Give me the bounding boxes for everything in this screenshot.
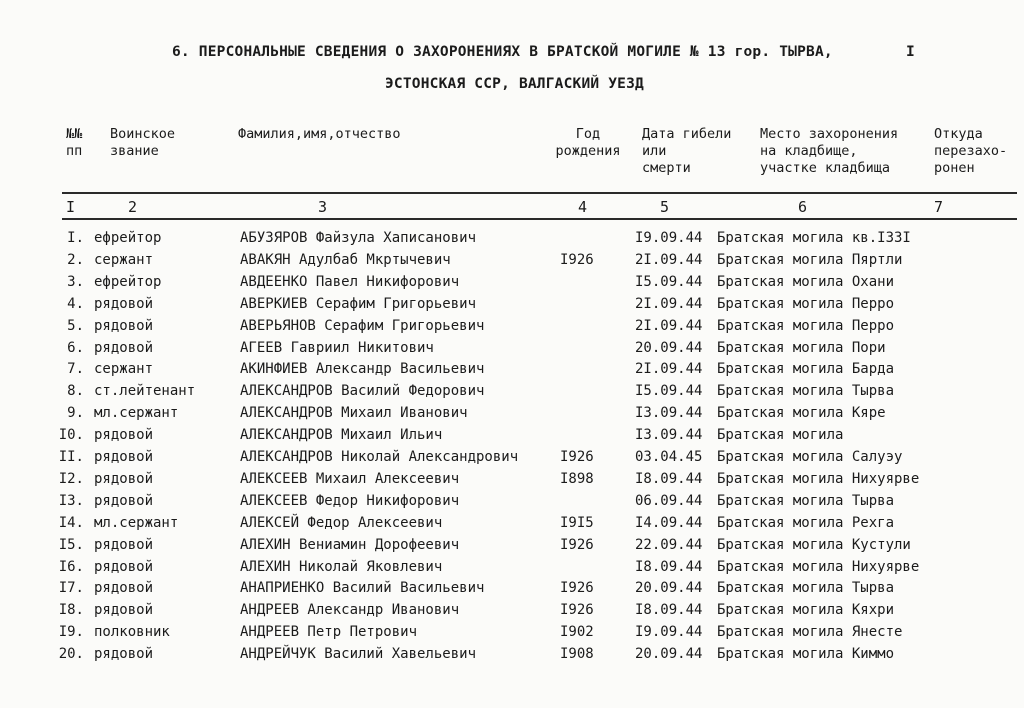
row-birth-year: I926 <box>560 251 594 268</box>
row-burial-place: Братская могила Кустули <box>717 536 911 553</box>
row-rank: рядовой <box>94 646 154 663</box>
row-rank: рядовой <box>94 295 154 312</box>
row-full-name: АВАКЯН Адулбаб Мкртычевич <box>240 251 451 268</box>
row-number: I6. <box>58 558 84 575</box>
row-rank: ст.лейтенант <box>94 383 196 400</box>
row-death-date: 2I.09.44 <box>635 317 703 334</box>
row-number: 5. <box>67 317 84 334</box>
row-burial-place: Братская могила Кяре <box>717 405 886 422</box>
row-birth-year: I898 <box>560 470 594 487</box>
row-rank: рядовой <box>94 317 154 334</box>
row-number: I9. <box>58 624 84 641</box>
row-death-date: I9.09.44 <box>635 230 703 246</box>
row-death-date: 03.04.45 <box>635 449 703 465</box>
row-rank: ефрейтор <box>94 273 162 290</box>
row-number: 20. <box>58 646 84 663</box>
col-header-number: №№ пп <box>66 126 83 159</box>
row-burial-place: Братская могила кв.I33I <box>717 230 911 246</box>
row-number: I2. <box>58 470 84 487</box>
row-birth-year: I926 <box>560 536 594 553</box>
row-death-date: I8.09.44 <box>635 558 703 575</box>
row-full-name: АЛЕХИН Николай Яковлевич <box>240 558 443 575</box>
row-full-name: АНДРЕЕВ Александр Иванович <box>240 602 460 619</box>
row-number: 6. <box>67 339 84 356</box>
row-number: I4. <box>58 514 84 531</box>
row-full-name: АВЕРКИЕВ Серафим Григорьевич <box>240 295 477 312</box>
row-full-name: АНДРЕЕВ Петр Петрович <box>240 624 418 641</box>
row-number: 3. <box>67 273 84 290</box>
row-number: 9. <box>67 405 84 422</box>
col-header-origin: Откуда перезахо- ронен <box>934 126 1008 176</box>
row-burial-place: Братская могила Пяртли <box>717 251 903 268</box>
row-burial-place: Братская могила Тырва <box>717 492 895 509</box>
header-rule-top <box>62 192 1017 194</box>
row-burial-place: Братская могила Янесте <box>717 624 903 641</box>
row-death-date: I3.09.44 <box>635 427 703 444</box>
row-rank: рядовой <box>94 536 154 553</box>
row-number: I0. <box>58 427 84 444</box>
col-number-7: 7 <box>934 198 944 216</box>
row-death-date: 20.09.44 <box>635 580 703 597</box>
row-rank: рядовой <box>94 470 154 487</box>
col-number-5: 5 <box>660 198 670 216</box>
col-header-date: Дата гибели или смерти <box>642 126 732 176</box>
row-number: I. <box>67 230 84 246</box>
row-rank: полковник <box>94 624 170 641</box>
row-full-name: АЛЕКСАНДРОВ Василий Федорович <box>240 383 485 400</box>
col-header-rank: Воинское звание <box>110 126 176 159</box>
row-number: I8. <box>58 602 84 619</box>
row-death-date: I4.09.44 <box>635 514 703 531</box>
row-burial-place: Братская могила Салуэу <box>717 449 903 465</box>
row-burial-place: Братская могила Рехга <box>717 514 895 531</box>
row-number: 4. <box>67 295 84 312</box>
row-full-name: АЛЕКСАНДРОВ Михаил Иванович <box>240 405 468 422</box>
row-rank: рядовой <box>94 602 154 619</box>
row-death-date: 20.09.44 <box>635 339 703 356</box>
row-burial-place: Братская могила Нихуярве <box>717 470 920 487</box>
row-death-date: I8.09.44 <box>635 602 703 619</box>
row-rank: сержант <box>94 361 154 378</box>
row-full-name: АВДЕЕНКО Павел Никифорович <box>240 273 460 290</box>
row-death-date: I5.09.44 <box>635 273 703 290</box>
row-full-name: АЛЕХИН Вениамин Дорофеевич <box>240 536 460 553</box>
row-rank: сержант <box>94 251 154 268</box>
row-full-name: АНАПРИЕНКО Василий Васильевич <box>240 580 485 597</box>
row-burial-place: Братская могила Пори <box>717 339 886 356</box>
row-burial-place: Братская могила Перро <box>717 295 895 312</box>
row-burial-place: Братская могила Нихуярве <box>717 558 920 575</box>
col-number-2: 2 <box>128 198 138 216</box>
row-rank: рядовой <box>94 339 154 356</box>
row-burial-place: Братская могила Перро <box>717 317 895 334</box>
row-death-date: 20.09.44 <box>635 646 703 663</box>
row-burial-place: Братская могила Тырва <box>717 580 895 597</box>
row-birth-year: I926 <box>560 580 594 597</box>
row-full-name: АЛЕКСАНДРОВ Николай Александрович <box>240 449 519 465</box>
row-full-name: АЛЕКСАНДРОВ Михаил Ильич <box>240 427 443 444</box>
col-number-3: 3 <box>318 198 328 216</box>
row-number: 7. <box>67 361 84 378</box>
row-number: II. <box>58 449 84 465</box>
row-burial-place: Братская могила Тырва <box>717 383 895 400</box>
row-birth-year: I908 <box>560 646 594 663</box>
row-full-name: АГЕЕВ Гавриил Никитович <box>240 339 434 356</box>
row-rank: рядовой <box>94 558 154 575</box>
document-subtitle: ЭСТОНСКАЯ ССР, ВАЛГАСКИЙ УЕЗД <box>385 76 644 92</box>
row-burial-place: Братская могила Кяхри <box>717 602 895 619</box>
row-number: 2. <box>67 251 84 268</box>
row-number: I5. <box>58 536 84 553</box>
row-rank: рядовой <box>94 449 154 465</box>
row-rank: рядовой <box>94 580 154 597</box>
row-number: 8. <box>67 383 84 400</box>
row-death-date: I3.09.44 <box>635 405 703 422</box>
row-death-date: 2I.09.44 <box>635 295 703 312</box>
col-number-1: I <box>66 198 76 216</box>
row-full-name: АНДРЕЙЧУК Василий Хавельевич <box>240 646 477 663</box>
row-number: I3. <box>58 492 84 509</box>
row-death-date: I9.09.44 <box>635 624 703 641</box>
row-rank: ефрейтор <box>94 230 162 246</box>
row-death-date: 2I.09.44 <box>635 251 703 268</box>
row-full-name: АКИНФИЕВ Александр Васильевич <box>240 361 485 378</box>
row-birth-year: I902 <box>560 624 594 641</box>
row-rank: мл.сержант <box>94 514 179 531</box>
row-death-date: 22.09.44 <box>635 536 703 553</box>
row-full-name: АБУЗЯРОВ Файзула Хаписанович <box>240 230 477 246</box>
row-rank: мл.сержант <box>94 405 179 422</box>
col-number-4: 4 <box>578 198 588 216</box>
row-full-name: АЛЕКСЕЙ Федор Алексеевич <box>240 514 443 531</box>
col-header-year: Год рождения <box>555 126 621 159</box>
row-burial-place: Братская могила Охани <box>717 273 895 290</box>
document-title: 6. ПЕРСОНАЛЬНЫЕ СВЕДЕНИЯ О ЗАХОРОНЕНИЯХ В БРАТСКОЙ МОГИЛЕ № 13 гор. ТЫРВА, <box>172 44 833 60</box>
row-full-name: АЛЕКСЕЕВ Федор Никифорович <box>240 492 460 509</box>
row-number: I7. <box>58 580 84 597</box>
row-death-date: 2I.09.44 <box>635 361 703 378</box>
row-rank: рядовой <box>94 492 154 509</box>
row-full-name: АВЕРЬЯНОВ Серафим Григорьевич <box>240 317 485 334</box>
row-burial-place: Братская могила Барда <box>717 361 895 378</box>
header-rule-bottom <box>62 218 1017 220</box>
row-rank: рядовой <box>94 427 154 444</box>
row-full-name: АЛЕКСЕЕВ Михаил Алексеевич <box>240 470 460 487</box>
row-burial-place: Братская могила <box>717 427 844 444</box>
col-header-place: Место захоронения на кладбище, участке кладбища <box>760 126 899 176</box>
row-death-date: I8.09.44 <box>635 470 703 487</box>
col-header-name: Фамилия,имя,отчество <box>238 126 401 142</box>
row-burial-place: Братская могила Киммо <box>717 646 895 663</box>
row-death-date: I5.09.44 <box>635 383 703 400</box>
row-birth-year: I926 <box>560 602 594 619</box>
page-roman-number: I <box>906 44 915 60</box>
col-number-6: 6 <box>798 198 808 216</box>
row-birth-year: I9I5 <box>560 514 594 531</box>
row-death-date: 06.09.44 <box>635 492 703 509</box>
row-birth-year: I926 <box>560 449 594 465</box>
